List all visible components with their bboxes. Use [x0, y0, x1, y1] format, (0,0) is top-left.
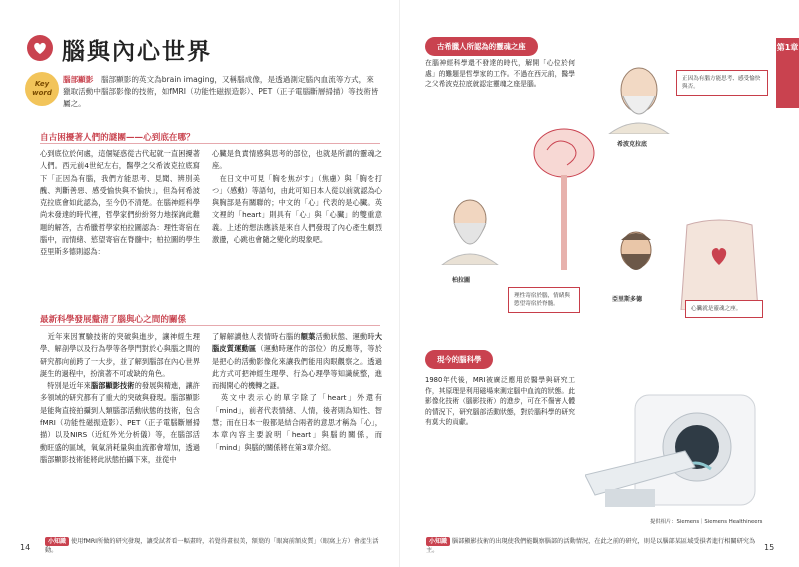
section2-col2: [212, 331, 382, 454]
section-heading-1: 自古困擾著人們的謎團——心到底在哪？: [40, 133, 195, 143]
page-title: 腦與內心世界: [62, 38, 212, 65]
divider-1: [40, 143, 380, 144]
plato-label: 柏拉圖: [452, 277, 471, 284]
keyword-text: 腦部顯影的英文為brain imaging，又稱腦成像，是透過測定腦內血流等方式，來獵取活動中腦部影像的技術，如fMRI（功能性磁振造影）、PET（正子電腦斷層掃描）等技術皆屬之。: [63, 75, 379, 108]
hippocrates-note: 正因為有腦方能思考、感受愉快與否。: [676, 70, 768, 96]
heart-chat-icon: [27, 35, 53, 61]
footnote-right-text: 腦部顯影技術的出現使我們能觀察腦部的活動情況，在此之前的研究，則是以腦部某區域受損者進行相關研究為主。: [426, 538, 756, 554]
book-spine: [399, 0, 400, 567]
footnote-left: [45, 537, 380, 555]
frontal-lobe-term: 額葉: [300, 332, 316, 341]
section1-col1: 心到底位於何處，這個疑惑從古代起就一直困擾著人們。西元前4世紀左右，醫學之父希波克拉底寫下「正因為有腦，我們方能思考、見聞、辨別美醜、判斷善惡、感受愉快與不愉快」，但為何希波克拉底會如此認為，至今仍不清楚。在腦神經科學尚未發達的時代裡，哲學家們紛紛努力地探詢此難題的解答，古希臘哲學家柏拉圖認為：理性寄宿在腦中，而情緒、慾望寄宿在脊髓中；柏拉圖的學生亞里斯多德則認為：: [40, 149, 200, 257]
plato-note: 理性寄宿於腦，情緒與慾望寄宿於脊髓。: [508, 287, 580, 313]
section1-col2: 心臟是負責情感與思考的部位，也就是所謂的靈魂之座。 在日文中可見「胸を焦がす」（焦慮）與「胸を打つ」（感動）等語句，由此可知日本人從以前就認為心與胸部是有關聯的；中文的「心」代表的是心臟。英文裡的「heart」則具有「心」與「心臟」的雙重意義。上述的想法應該是來自人們發現了內心產生劇烈激盪，心跳也會隨之變化的現象吧。: [212, 149, 382, 245]
section2-col2-text-c: （運動時運作的部位）的反應等，等於是把心的活動影像化來讓我們能用肉眼觀察之。透過此方式可把神經生理學、行為心理學等知識統整，進而揭開心的機轉之謎。 英文中表示心的單字除了「heart」外還有「mind」，前者代表情緒、人情，後者則為知性、智慧；而在日本一般都是結合兩者的意思才稱為「心」，本章內容主要說明「heart」與腦的關係，而「mind」與腦的關係將在第3章介紹。: [212, 344, 382, 452]
hippocrates-portrait: [605, 62, 673, 134]
footnote-right: [426, 537, 756, 555]
tip-tag-right: 小知識: [426, 537, 450, 546]
section2-col2-text-a: 了解解讀他人表情時右腦的: [212, 332, 301, 341]
torso-heart-illustration: [672, 215, 767, 310]
aristotle-portrait: [609, 228, 664, 290]
footnote-left-text: 使用fMRI所做的研究發現，讓受試者看一幅畫時，若覺得畫很美，額葉的「眼窩前額皮質」（眼窩上方）會產生活動。: [45, 538, 379, 554]
page-number-left: 14: [20, 543, 31, 552]
modern-section-heading: 現今的腦科學: [425, 350, 493, 369]
aristotle-note: 心臟就是靈魂之座。: [685, 300, 763, 318]
aristotle-label: 亞里斯多德: [612, 296, 643, 303]
section2-col1-text-b: 的發展與精進，讓許多領域的研究都有了重大的突破與發現。腦部顯影是能夠直接拍攝到人類腦部活動狀態的技術，包含fMRI（功能性磁振造影）、PET（正子電腦斷層掃描）以及NIRS（近紅外光分析儀）等，在腦部活動旺盛的區域，氧氣消耗量與血流都會增加，透過腦部顯影技術能將此狀態拍攝下來，並從中: [40, 381, 200, 464]
photo-credit: 提供相片：Siemens｜Siemens Healthineers: [650, 519, 763, 525]
motor-cortex-term: 大腦皮質運動區: [212, 332, 382, 354]
section2-col2-text-b: 活動狀態、運動時: [315, 332, 375, 341]
page-number-right: 15: [764, 543, 775, 552]
greek-section-heading: 古希臘人所認為的靈魂之座: [425, 37, 538, 56]
modern-section-text: 1980年代後，MRI被廣泛應用於醫學與研究工作，其原理是利用磁場來測定腦中血流的狀態。此影像化技術（腦影技術）的進步，可在不傷害人體的情況下，研究腦部活動狀態，對於腦科學的研究有莫大的貢獻。: [425, 376, 575, 426]
tip-tag: 小知識: [45, 537, 69, 546]
mri-scanner-photo: [585, 385, 770, 513]
brain-spine-illustration: [527, 125, 602, 275]
keyword-description: [63, 74, 381, 110]
section-heading-2: 最新科學發展釐清了腦與心之間的關係: [40, 315, 187, 325]
section2-col1: [40, 331, 200, 466]
keyword-badge: Key word: [25, 72, 59, 106]
chapter-tab: 第1章: [776, 38, 799, 108]
keyword-term: 腦部顯影: [63, 75, 94, 84]
hippocrates-label: 希波克拉底: [617, 141, 648, 148]
plato-portrait: [440, 195, 500, 265]
greek-section-text: 在腦神經科學還不發達的時代，解開「心位於何處」的難題是哲學家的工作。不過在西元前，醫學之父希波克拉底就認定靈魂之座是腦。: [425, 59, 575, 88]
divider-2: [40, 325, 380, 326]
section2-col1-text-a: 近年來因實驗技術的突破與進步，讓神經生理學、解剖學以及行為學等各學門對於心與腦之間的研究都向前跨了一大步，並了解到腦部在內心世界誕生的過程中，扮演著不可或缺的角色。 特別是近年來: [40, 332, 200, 391]
brain-imaging-term: 腦部顯影技術: [90, 381, 135, 391]
